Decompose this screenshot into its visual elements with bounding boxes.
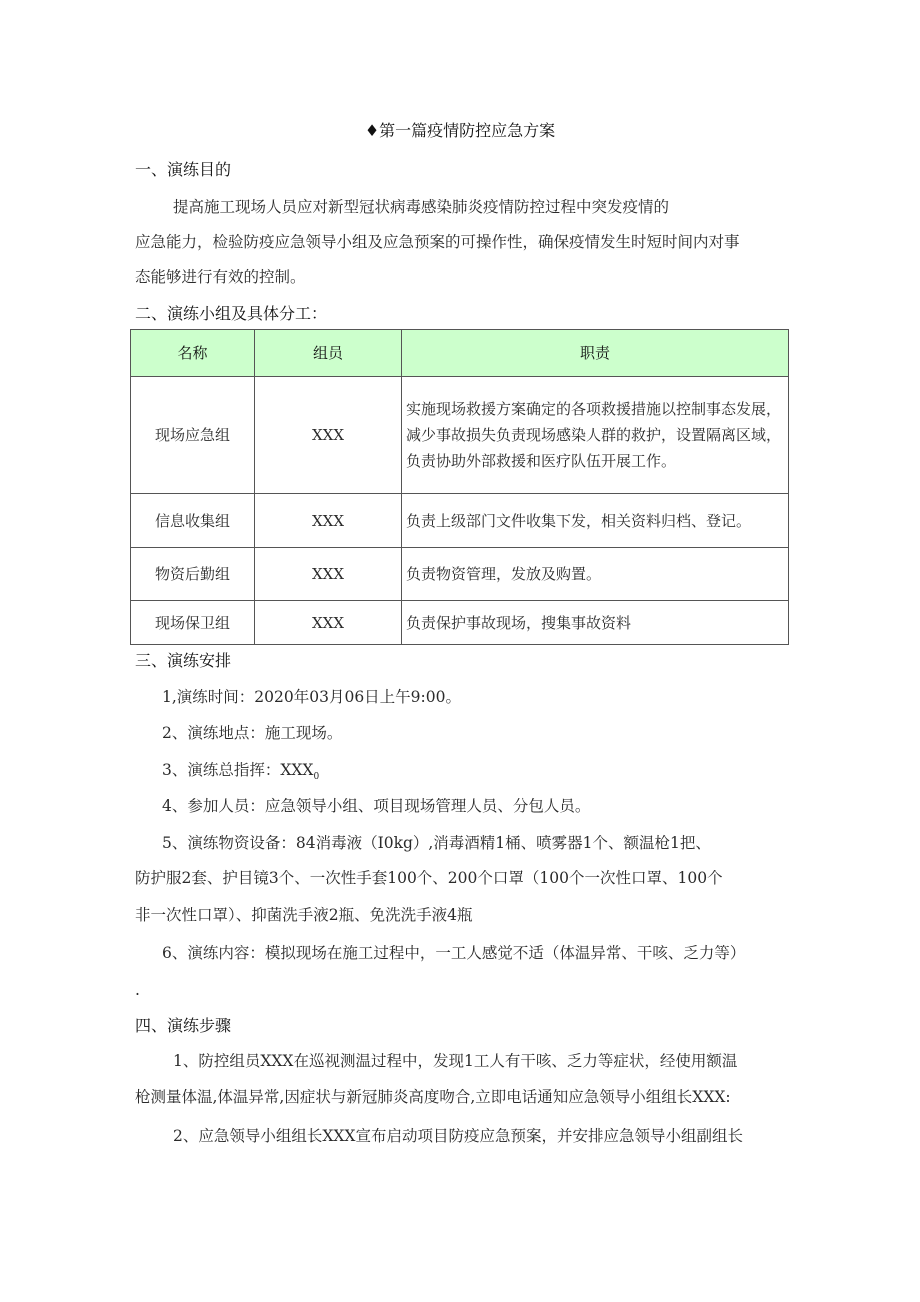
step-line: 2、应急领导小组组长XXX宣布启动项目防疫应急预案，并安排应急领导小组副组长 [173,1127,743,1145]
table-row [131,494,789,548]
group-member: XXX [255,377,402,494]
table-header-row [131,330,789,377]
subscript: 0 [313,772,320,783]
group-duty: 负责保护事故现场，搜集事故资料 [402,601,789,645]
list-item-continuation: 非一次性口罩）、抑菌洗手液2瓶、免洗洗手液4瓶 [135,906,473,924]
table-row [131,377,789,494]
group-member: XXX [255,494,402,548]
group-name: 现场应急组 [131,377,255,494]
group-member: XXX [255,601,402,645]
paragraph-line: 应急能力，检验防疫应急领导小组及应急预案的可操作性，确保疫情发生时短时间内对事 [135,233,740,251]
list-item-text: 3、演练总指挥：XXX [162,761,314,779]
list-item-continuation: 防护服2套、护目镜3个、一次性手套100个、200个口罩（100个一次性口罩、100个 [135,869,723,887]
group-member: XXX [255,548,402,601]
group-duty: 负责上级部门文件收集下发，相关资料归档、登记。 [402,494,789,548]
paragraph-line: 提高施工现场人员应对新型冠状病毒感染肺炎疫情防控过程中突发疫情的 [173,198,670,216]
group-name: 物资后勤组 [131,548,255,601]
table-row [131,548,789,601]
group-name: 现场保卫组 [131,601,255,645]
group-name: 信息收集组 [131,494,255,548]
table-row [131,601,789,645]
group-duty: 负责物资管理，发放及购置。 [402,548,789,601]
list-item: 6、演练内容：模拟现场在施工过程中，一工人感觉不适（体温异常、干咳、乏力等） [162,944,746,962]
list-item: 2、演练地点：施工现场。 [162,724,343,742]
section-heading: 四、演练步骤 [135,1016,232,1035]
header-cell: 名称 [131,330,255,377]
header-cell: 组员 [255,330,402,377]
list-item: 5、演练物资设备：84消毒液（I0kg）,消毒酒精1桶、喷雾器1个、额温枪1把、 [162,834,711,852]
step-line: 枪测量体温,体温异常,因症状与新冠肺炎高度吻合,立即电话通知应急领导小组组长XXX: [135,1088,731,1106]
document-title: ♦第一篇疫情防控应急方案 [364,121,556,140]
step-line: 1、防控组员XXX在巡视测温过程中，发现1工人有干咳、乏力等症状，经使用额温 [173,1052,738,1070]
section-heading: 三、演练安排 [135,651,232,670]
paragraph-line: 态能够进行有效的控制。 [135,268,306,286]
list-item: 1,演练时间：2020年03月06日上午9:00。 [162,688,461,706]
list-item [162,760,319,787]
list-item: 4、参加人员：应急领导小组、项目现场管理人员、分包人员。 [162,797,591,815]
section-heading: 一、演练目的 [135,160,232,179]
list-item-continuation: . [135,981,140,999]
header-cell: 职责 [402,330,789,377]
division-table [130,329,789,645]
group-duty: 实施现场救援方案确定的各项救援措施以控制事态发展，减少事故损失负责现场感染人群的救护，设置隔离区域，负责协助外部救援和医疗队伍开展工作。 [402,377,789,494]
section-heading: 二、演练小组及具体分工： [135,304,328,323]
